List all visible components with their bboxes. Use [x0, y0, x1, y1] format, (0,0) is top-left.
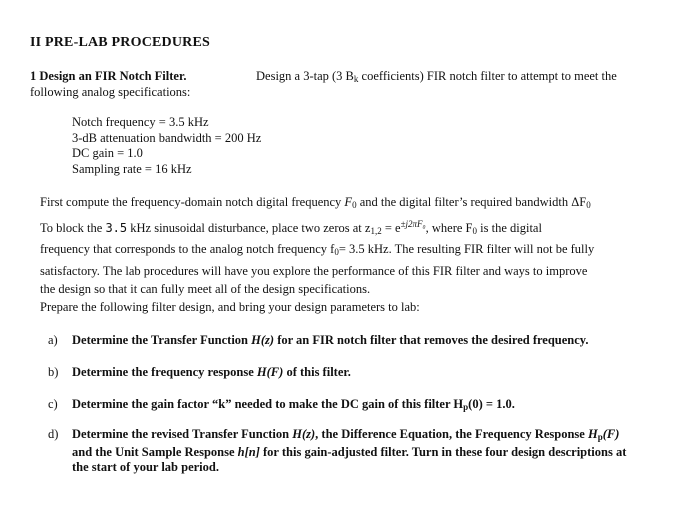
- spec-sampling-rate: Sampling rate = 16 kHz: [72, 161, 192, 176]
- paragraph-procedure: First compute the frequency-domain notch digital frequency $F_0$ and the digital filter’s required bandwidth $\Delta F_0$ To block the 3.5 kHz sinusoidal disturbance, place two zeros at $z_{1,2} = e^{\pm j2\pi F_0}$, where $F_0$ is the digital frequency that corresponds to the analog notch frequency $f_0= 3.5$ kHz. The resulting FIR filter will not be fully satisfactory. The lab procedures will have you explore the performance of this FIR filter and ways to improve the design so that it can fully meet all of the design specifications.: [40, 195, 595, 296]
- design-description: Design a 3-tap (3 $B_k$ coefficients) FIR notch filter to attempt to meet the: [256, 69, 617, 84]
- task-item-a: a) Determine the Transfer Function H(z) for an FIR notch filter that removes the desired frequency.: [48, 333, 589, 347]
- design-intro-line2: following analog specifications:: [30, 85, 191, 99]
- section-title: II PRE-LAB PROCEDURES: [30, 35, 210, 50]
- spec-list: [72, 115, 261, 177]
- task-item-d: d) Determine the revised Transfer Function H(z), the Difference Equation, the Frequency Response $H_p(F)$ and the Unit Sample Response h[n] for this gain-adjusted filter. Turn in these four design descriptions at the start of your lab period.: [48, 427, 627, 474]
- design-intro: [30, 68, 650, 100]
- paragraph-prepare: Prepare the following filter design, and bring your design parameters to lab:: [40, 300, 420, 314]
- design-heading: 1 Design an FIR Notch Filter.: [30, 69, 187, 83]
- task-item-b: b) Determine the frequency response H(F) of this filter.: [48, 365, 351, 379]
- spec-bandwidth: 3-dB attenuation bandwidth = 200 Hz: [72, 130, 262, 145]
- spec-dc-gain: DC gain = 1.0: [72, 146, 143, 160]
- spec-notch-frequency: Notch frequency = 3.5 kHz: [72, 115, 209, 129]
- task-item-c: c) Determine the gain factor “k” needed to make the DC gain of this filter $H_p(0) = 1.0$.: [48, 397, 515, 412]
